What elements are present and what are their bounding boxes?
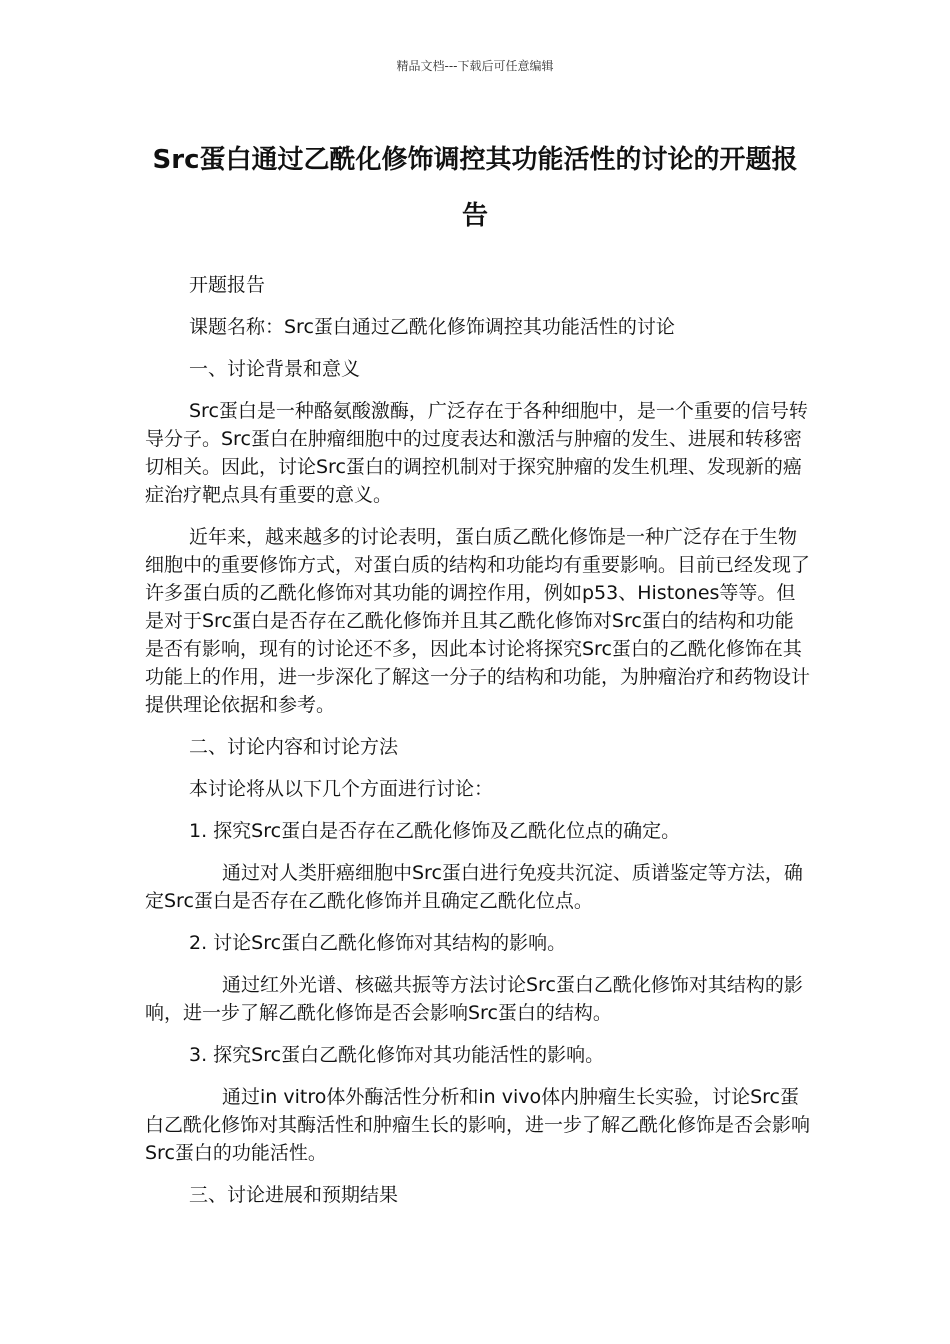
section-heading-progress: 三、讨论进展和预期结果 <box>189 1184 399 1206</box>
method-item-2: 2. 讨论Src蛋白乙酰化修饰对其结构的影响。 <box>189 932 567 954</box>
method-item-3-detail: 通过in vitro体外酶活性分析和in vivo体内肿瘤生长实验，讨论Src蛋白乙酰化修饰对其酶活性和肿瘤生长的影响，进一步了解乙酰化修饰是否会影响Src蛋白的功能活性。 <box>145 1086 811 1164</box>
header-note: 精品文档---下载后可任意编辑 <box>396 59 554 73</box>
report-label: 开题报告 <box>189 274 266 296</box>
background-paragraph-1: Src蛋白是一种酪氨酸激酶，广泛存在于各种细胞中，是一个重要的信号转导分子。Src蛋白在肿瘤细胞中的过度表达和激活与肿瘤的发生、进展和转移密切相关。因此，讨论Src蛋白的调控机制对于探究肿瘤的发生机理、发现新的癌症治疗靶点具有重要的意义。 <box>145 400 808 506</box>
method-item-1: 1. 探究Src蛋白是否存在乙酰化修饰及乙酰化位点的确定。 <box>189 820 681 842</box>
method-item-1-detail: 通过对人类肝癌细胞中Src蛋白进行免疫共沉淀、质谱鉴定等方法，确定Src蛋白是否存在乙酰化修饰并且确定乙酰化位点。 <box>145 862 803 912</box>
section-heading-content-methods: 二、讨论内容和讨论方法 <box>189 736 399 758</box>
background-paragraph-2: 近年来，越来越多的讨论表明，蛋白质乙酰化修饰是一种广泛存在于生物细胞中的重要修饰方式，对蛋白质的结构和功能均有重要影响。目前已经发现了许多蛋白质的乙酰化修饰对其功能的调控作用，例如p53、Histones等等。但是对于Src蛋白是否存在乙酰化修饰并且其乙酰化修饰对Src蛋白的结构和功能是否有影响，现有的讨论还不多，因此本讨论将探究Src蛋白的乙酰化修饰在其功能上的作用，进一步深化了解这一分子的结构和功能，为肿瘤治疗和药物设计提供理论依据和参考。 <box>145 526 811 716</box>
document-title: Src蛋白通过乙酰化修饰调控其功能活性的讨论的开题报告 <box>152 145 798 231</box>
document-body <box>145 271 810 1223</box>
method-item-3: 3. 探究Src蛋白乙酰化修饰对其功能活性的影响。 <box>189 1044 605 1066</box>
section-heading-background: 一、讨论背景和意义 <box>189 358 361 380</box>
methods-intro: 本讨论将从以下几个方面进行讨论： <box>189 778 494 800</box>
method-item-2-detail: 通过红外光谱、核磁共振等方法讨论Src蛋白乙酰化修饰对其结构的影响，进一步了解乙酰化修饰是否会影响Src蛋白的结构。 <box>145 974 803 1024</box>
topic-name: 课题名称：Src蛋白通过乙酰化修饰调控其功能活性的讨论 <box>189 316 675 338</box>
